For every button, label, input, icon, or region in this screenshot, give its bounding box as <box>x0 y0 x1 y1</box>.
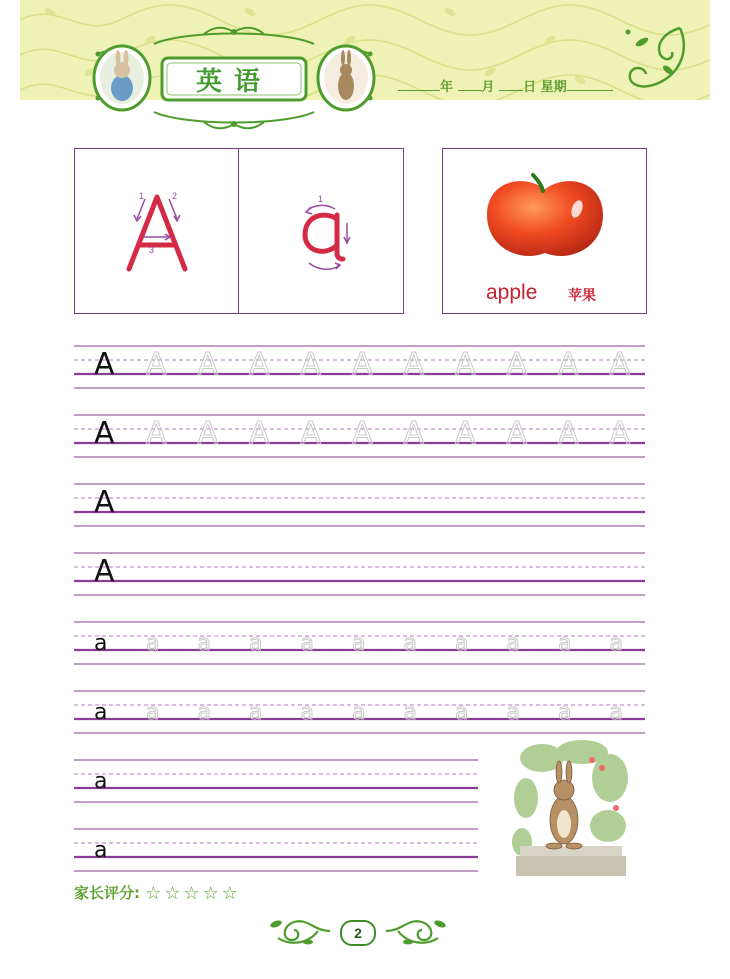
model-letter: a <box>94 769 108 794</box>
trace-letter[interactable]: A <box>558 347 579 382</box>
date-month-label: 月 <box>481 80 495 95</box>
trace-letter[interactable]: a <box>249 631 263 656</box>
trace-letter[interactable]: a <box>506 700 520 725</box>
model-letter: A <box>94 554 115 589</box>
trace-letter[interactable]: A <box>609 347 631 382</box>
trace-letter[interactable]: a <box>197 700 211 725</box>
trace-letter[interactable]: a <box>249 700 263 725</box>
trace-letter[interactable]: a <box>609 631 623 656</box>
model-letter: A <box>94 485 115 520</box>
trace-letter[interactable]: A <box>352 416 373 451</box>
model-letter: A <box>94 347 115 382</box>
trace-letter[interactable]: a <box>352 700 366 725</box>
stroke-number-1: 1 <box>139 191 145 201</box>
trace-letter[interactable]: a <box>558 631 572 656</box>
trace-letter[interactable]: a <box>146 631 160 656</box>
trace-letter[interactable]: a <box>455 700 469 725</box>
model-letter: a <box>94 631 108 656</box>
date-weekday-label: 星期 <box>540 80 567 95</box>
trace-letter[interactable]: a <box>352 631 366 656</box>
trace-letter[interactable]: a <box>455 631 469 656</box>
trace-letter[interactable]: a <box>403 700 417 725</box>
score-label: 家长评分: <box>74 884 140 902</box>
trace-letter[interactable]: A <box>249 347 270 382</box>
trace-letter[interactable]: a <box>506 631 520 656</box>
trace-letter[interactable]: A <box>146 347 167 382</box>
model-letter: a <box>94 700 108 725</box>
trace-letter[interactable]: A <box>506 347 528 382</box>
trace-letter[interactable]: A <box>300 416 322 451</box>
bunny-garden-illustration <box>512 738 628 882</box>
page-title: 英语 <box>195 66 272 97</box>
trace-letter[interactable]: a <box>300 700 314 725</box>
date-day-label: 日 <box>523 80 537 95</box>
trace-letter[interactable]: A <box>249 416 270 451</box>
trace-letter[interactable]: A <box>455 416 476 451</box>
trace-letter[interactable]: A <box>455 347 476 382</box>
trace-letter[interactable]: A <box>403 416 425 451</box>
trace-letter[interactable]: A <box>352 347 373 382</box>
swirl-ornament-icon <box>268 914 332 948</box>
word-label: apple <box>486 281 538 304</box>
trace-letter[interactable]: A <box>506 416 528 451</box>
word-translation: 苹果 <box>568 288 596 304</box>
parent-score <box>74 882 241 904</box>
stroke-number-3: 3 <box>149 245 155 255</box>
trace-letter[interactable]: A <box>146 416 167 451</box>
swirl-ornament-icon <box>384 914 448 948</box>
model-letter: A <box>94 416 115 451</box>
model-letter: a <box>94 838 108 863</box>
stroke-number-2: 2 <box>172 191 178 201</box>
trace-letter[interactable]: a <box>197 631 211 656</box>
star-rating[interactable]: ☆☆☆☆☆ <box>145 883 241 904</box>
trace-letter[interactable]: A <box>558 416 579 451</box>
trace-letter[interactable]: A <box>197 416 219 451</box>
trace-letter[interactable]: A <box>609 416 631 451</box>
trace-letter[interactable]: a <box>146 700 160 725</box>
trace-letter[interactable]: a <box>403 631 417 656</box>
trace-letter[interactable]: A <box>403 347 425 382</box>
trace-letter[interactable]: a <box>300 631 314 656</box>
date-year-label: 年 <box>440 80 454 95</box>
stroke-number-1: 1 <box>318 194 324 204</box>
trace-letter[interactable]: a <box>609 700 623 725</box>
page-number: 2 <box>340 920 376 946</box>
trace-letter[interactable]: a <box>558 700 572 725</box>
trace-letter[interactable]: A <box>300 347 322 382</box>
trace-letter[interactable]: A <box>197 347 219 382</box>
